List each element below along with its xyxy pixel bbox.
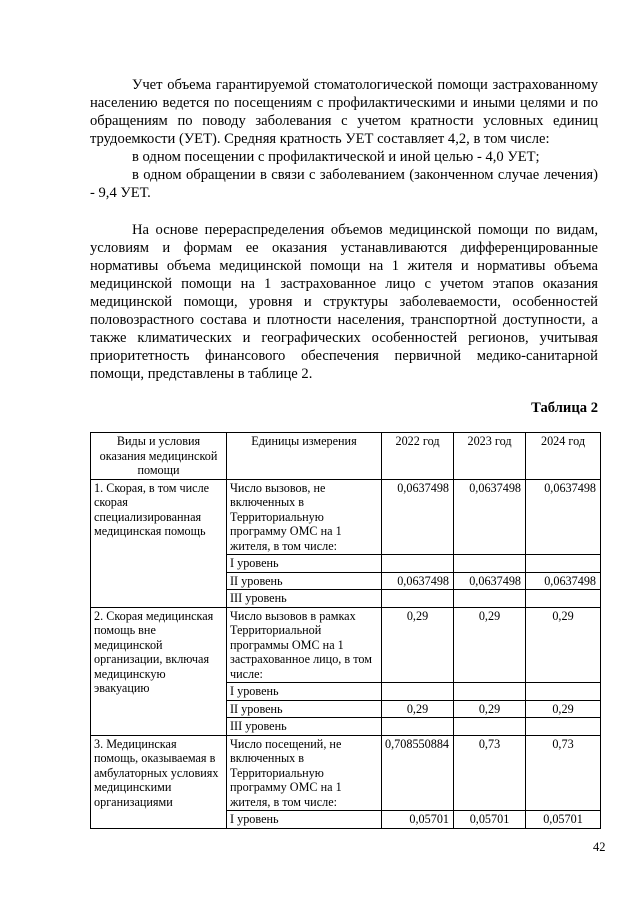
value-2023 — [454, 718, 526, 736]
value-2022 — [382, 718, 454, 736]
value-2023: 0,0637498 — [454, 479, 526, 555]
value-2022: 0,05701 — [382, 811, 454, 829]
value-2023: 0,29 — [454, 700, 526, 718]
value-2022: 0,0637498 — [382, 479, 454, 555]
table-row — [91, 607, 601, 683]
unit-cell: I уровень — [227, 811, 382, 829]
value-2022: 0,29 — [382, 607, 454, 683]
unit-cell: I уровень — [227, 555, 382, 573]
value-2024: 0,0637498 — [526, 479, 601, 555]
header-type: Виды и условия оказания медицинской помощи — [91, 433, 227, 480]
value-2023: 0,0637498 — [454, 572, 526, 590]
value-2024 — [526, 683, 601, 701]
table-caption: Таблица 2 — [531, 400, 598, 416]
value-2022: 0,29 — [382, 700, 454, 718]
value-2022: 0,708550884 — [382, 735, 454, 811]
unit-cell: Число посещений, не включенных в Территориальную программу ОМС на 1 жителя, в том числе: — [227, 735, 382, 811]
unit-cell: I уровень — [227, 683, 382, 701]
value-2023: 0,73 — [454, 735, 526, 811]
table-header-row — [91, 433, 601, 480]
list-item-disease: в одном обращении в связи с заболеванием (законченном случае лечения) - 9,4 УЕТ. — [90, 167, 598, 201]
header-2022: 2022 год — [382, 433, 454, 480]
table-row — [91, 479, 601, 555]
unit-cell: Число вызовов, не включенных в Территориальную программу ОМС на 1 жителя, в том числе: — [227, 479, 382, 555]
table-row — [91, 735, 601, 811]
value-2023 — [454, 555, 526, 573]
paragraph-uet: Учет объема гарантируемой стоматологической помощи застрахованному населению ведется по посещениям с профилактическими и иными целями и по обращениям по поводу заболевания с учетом кратности условных единиц трудоемкости (УЕТ). Средняя кратность УЕТ составляет 4,2, в том числе: — [90, 77, 598, 147]
unit-cell: II уровень — [227, 572, 382, 590]
value-2024: 0,29 — [526, 700, 601, 718]
document-page — [90, 76, 598, 829]
value-2024 — [526, 555, 601, 573]
unit-cell: II уровень — [227, 700, 382, 718]
value-2024: 0,73 — [526, 735, 601, 811]
header-unit: Единицы измерения — [227, 433, 382, 480]
unit-cell: III уровень — [227, 718, 382, 736]
unit-cell: III уровень — [227, 590, 382, 608]
value-2024: 0,0637498 — [526, 572, 601, 590]
value-2023: 0,29 — [454, 607, 526, 683]
value-2023: 0,05701 — [454, 811, 526, 829]
value-2024: 0,05701 — [526, 811, 601, 829]
value-2022 — [382, 555, 454, 573]
value-2023 — [454, 683, 526, 701]
value-2024: 0,29 — [526, 607, 601, 683]
header-2023: 2023 год — [454, 433, 526, 480]
value-2024 — [526, 590, 601, 608]
page-number: 42 — [593, 840, 606, 854]
care-type-cell: 1. Скорая, в том числе скорая специализированная медицинская помощь — [91, 479, 227, 607]
value-2022: 0,0637498 — [382, 572, 454, 590]
normatives-table — [90, 432, 601, 829]
care-type-cell: 3. Медицинская помощь, оказываемая в амбулаторных условиях медицинскими организациями — [91, 735, 227, 828]
value-2022 — [382, 590, 454, 608]
value-2023 — [454, 590, 526, 608]
value-2022 — [382, 683, 454, 701]
paragraph-redistribution: На основе перераспределения объемов медицинской помощи по видам, условиям и формам ее оказания устанавливаются дифференцированные нормативы объема медицинской помощи на 1 жителя и нормативы объема медицинской помощи на 1 застрахованное лицо с учетом этапов оказания медицинской помощи, уровня и структуры заболеваемости, особенностей половозрастного состава и плотности населения, транспортной доступности, а также климатических и географических особенностей регионов, учитывая приоритетность финансового обеспечения первичной медико-санитарной помощи, представлены в таблице 2. — [90, 222, 598, 382]
header-2024: 2024 год — [526, 433, 601, 480]
value-2024 — [526, 718, 601, 736]
care-type-cell: 2. Скорая медицинская помощь вне медицинской организации, включая медицинскую эвакуацию — [91, 607, 227, 735]
unit-cell: Число вызовов в рамках Территориальной программы ОМС на 1 застрахованное лицо, в том числе: — [227, 607, 382, 683]
list-item-prophylactic: в одном посещении с профилактической и иной целью - 4,0 УЕТ; — [132, 149, 540, 165]
